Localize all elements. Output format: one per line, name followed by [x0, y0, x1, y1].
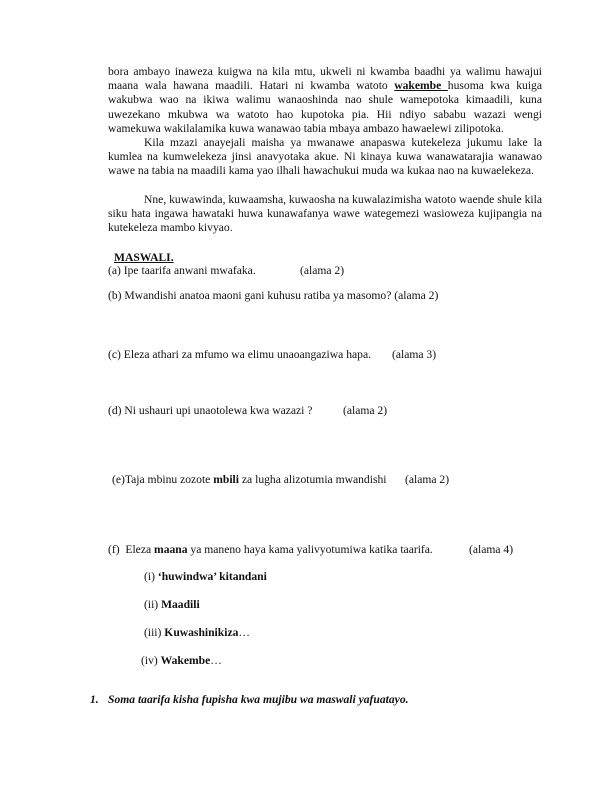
question-f	[108, 543, 433, 557]
next-section-instruction: Soma taarifa kisha fupisha kwa mujibu wa maswali yafuatayo.	[108, 693, 409, 706]
sub-term: Wakembe	[160, 654, 211, 667]
question-text: (f) Eleza	[108, 543, 155, 556]
question-e-marks: (alama 2)	[405, 473, 450, 486]
passage-text: husoma kwa kuiga wakubwa wao na ikiwa walimu wanaoshinda nao shule wamepotoka kimaadili, kuna uwezekano mkubwa wa watoto hao kupotoka pia. Hii ndiyo sababu wazazi wengi wamekuwa wakilalamika kuwa wanawao tabia mbaya ambazo hawaelewi zilipotoka.	[108, 79, 542, 135]
bold-word: maana	[154, 543, 188, 556]
passage-paragraph-3: Nne, kuwawinda, kuwaamsha, kuwaosha na kuwalazimisha watoto waende shule kila siku hata ingawa hawataki huwa kunawafanya wawe wategemezi wasioweza kujipangia na kutekeleza mambo kivyao.	[108, 193, 542, 235]
passage-paragraph-2: Kila mzazi anayejali maisha ya mwanawe anapaswa kutekeleza jukumu lake la kumlea na kumwelekeza jinsi anavyotaka akue. Ni kinaya kuwa wanawatarajia wanawao wawe na tabia na maadili kama yao ilhali hawachukui muda wa kukaa nao na kuwaelekeza.	[108, 136, 542, 178]
question-e	[112, 473, 386, 487]
question-d-marks: (alama 2)	[343, 404, 388, 417]
sub-suffix: …	[210, 654, 222, 667]
sub-number: (ii)	[144, 598, 162, 611]
sub-question-iv	[141, 654, 222, 668]
sub-number: (iv)	[141, 654, 161, 667]
next-section-number: 1.	[90, 693, 99, 706]
question-text: ya maneno haya kama yalivyotumiwa katika taarifa.	[187, 543, 433, 556]
question-f-marks: (alama 4)	[469, 543, 514, 556]
questions-heading: MASWALI.	[114, 251, 174, 264]
question-c-marks: (alama 3)	[392, 348, 437, 361]
passage-paragraph-1	[108, 65, 542, 136]
question-d: (d) Ni ushauri upi unaotolewa kwa wazazi ?	[108, 404, 313, 417]
underlined-keyword: wakembe	[394, 79, 448, 93]
sub-question-i	[144, 570, 267, 584]
question-b: (b) Mwandishi anatoa maoni gani kuhusu ratiba ya masomo? (alama 2)	[108, 289, 439, 302]
question-a-marks: (alama 2)	[300, 264, 345, 277]
sub-term: Kuwashinikiza	[164, 626, 239, 639]
sub-term: ‘huwindwa’ kitandani	[157, 570, 267, 583]
bold-word: mbili	[213, 473, 240, 486]
sub-number: (iii)	[144, 626, 165, 639]
sub-suffix: …	[238, 626, 250, 639]
sub-number: (i)	[144, 570, 158, 583]
question-text: (e)Taja mbinu zozote	[112, 473, 214, 486]
sub-term: Maadili	[161, 598, 200, 611]
question-text: (a) Ipe taarifa anwani mwafaka.	[108, 264, 256, 277]
question-c: (c) Eleza athari za mfumo wa elimu unaoangaziwa hapa.	[108, 348, 371, 361]
sub-question-ii	[144, 598, 200, 612]
question-text: za lugha alizotumia mwandishi	[239, 473, 387, 486]
passage-text: bora ambayo inaweza kuigwa na kila mtu, ukweli ni kwamba baadhi ya walimu hawajui maana wala hawana maadili. Hatari ni kwamba watoto	[108, 65, 542, 93]
question-a	[108, 264, 256, 278]
sub-question-iii	[144, 626, 250, 640]
